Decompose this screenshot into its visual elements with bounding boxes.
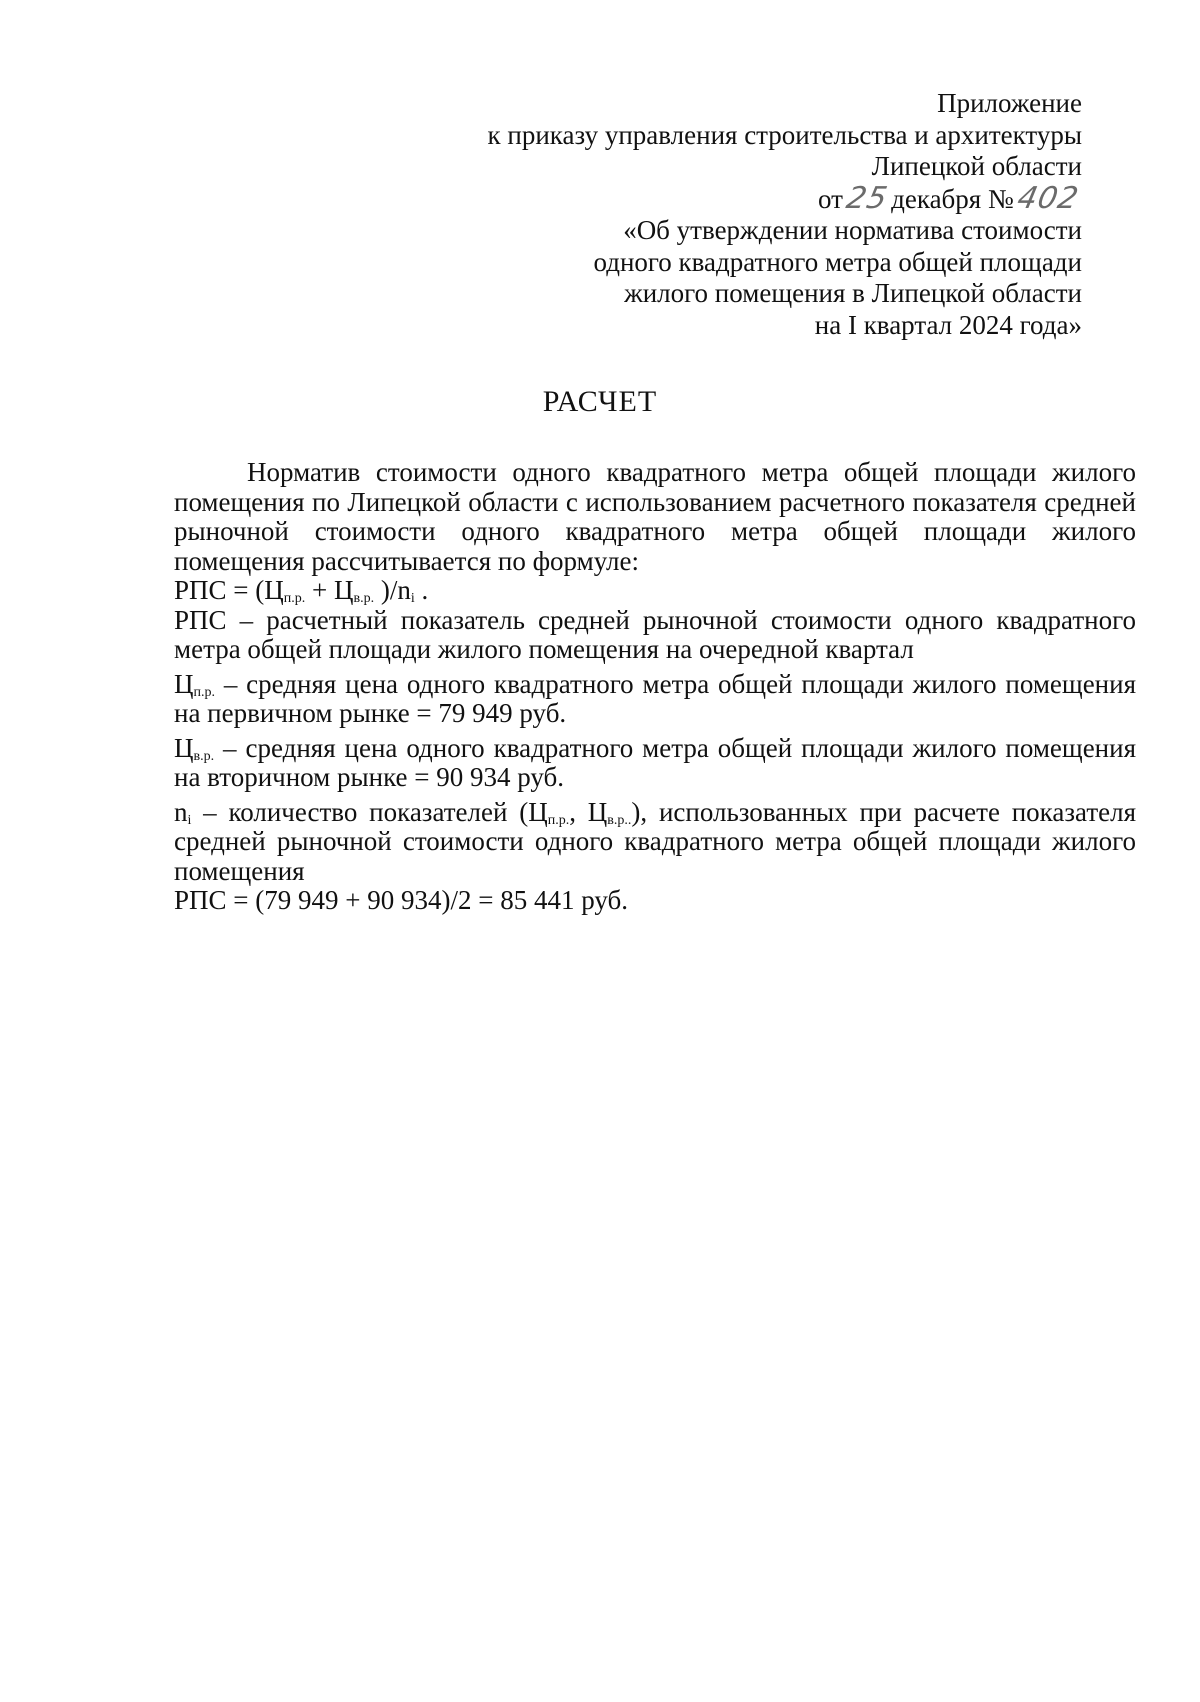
order-reference: к приказу управления строительства и архитектуры [487,119,1082,150]
date-prefix: от [818,183,843,214]
date-month: декабря № [891,183,1014,214]
order-subject-line-2: одного квадратного метра общей площади [593,246,1082,277]
handwritten-order-number: 402 [1014,180,1082,216]
region-name: Липецкой области [871,151,1082,181]
intro-paragraph: Норматив стоимости одного квадратного метра общей площади жилого помещения по Липецкой области с использованием расчетного показателя средней рыночной стоимости одного квадратного метра общей площади жилого помещения рассчитывается по формуле: [174,457,1136,576]
order-date-number [382,180,1082,216]
definition-secondary-price: $Ц_{в.р.}$ – средняя цена одного квадратного метра общей площади жилого помещения на вторичном рынке = 90 934 руб. [174,732,1136,792]
order-subject-line-3: жилого помещения в Липецкой области [624,278,1082,308]
definition-indicator-count: $n_i$ – количество показателей ($Ц_{п.р.}$, $Ц_{в.р..}$), использованных при расчете показателя средней рыночной стоимости одного квадратного метра общей площади жилого помещения [174,796,1136,886]
order-subject-line-1: «Об утверждении норматива стоимости [623,215,1082,245]
appendix-header [382,88,1082,341]
calculation-body [174,458,1136,916]
definition-rps: РПС – расчетный показатель средней рыночной стоимости одного квадратного метра общей площади жилого помещения на очередной квартал [174,604,1136,664]
order-subject-line-4: на I квартал 2024 года» [814,309,1082,340]
document-title: РАСЧЕТ [542,385,658,418]
formula-line: РПС = ($Ц_{п.р.} + Ц_{в.р.}$ )$/n_i$ . [174,575,429,606]
definition-primary-price: $Ц_{п.р.}$ – средняя цена одного квадратного метра общей площади жилого помещения на первичном рынке = 79 949 руб. [174,668,1136,728]
calculation-result: РПС = (79 949 + 90 934)/2 = 85 441 руб. [174,885,628,915]
appendix-label: Приложение [937,88,1082,118]
handwritten-day: 25 [843,180,891,216]
